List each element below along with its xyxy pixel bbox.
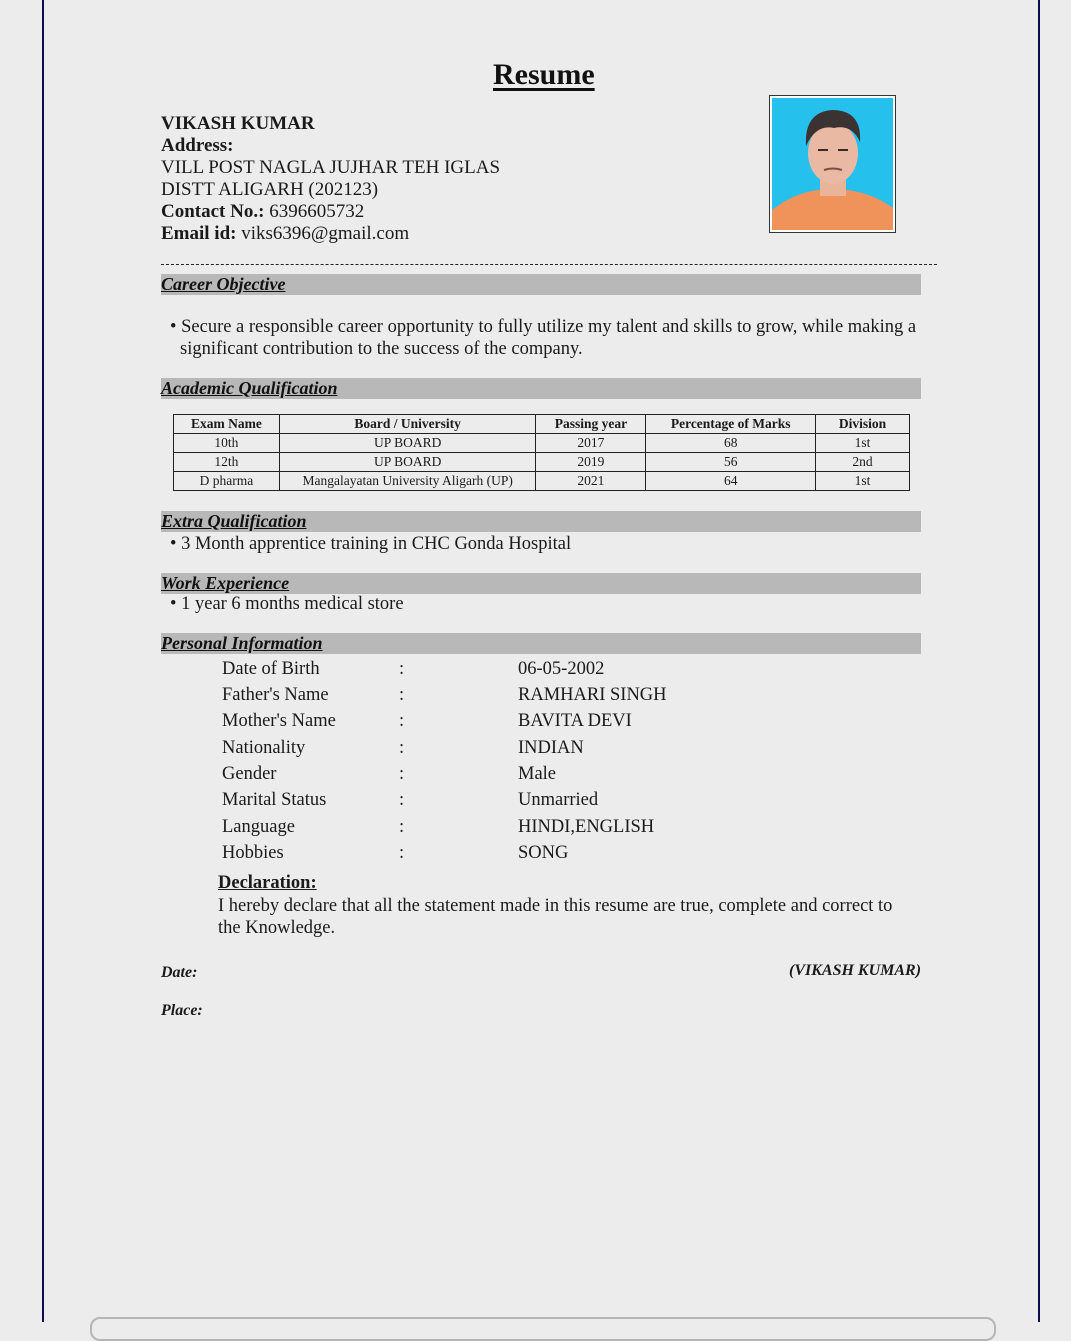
- address-line-1: VILL POST NAGLA JUJHAR TEH IGLAS: [161, 157, 501, 178]
- cell: D pharma: [174, 472, 280, 491]
- field-label: Father's Name: [222, 685, 329, 705]
- field-separator: :: [399, 685, 405, 705]
- field-separator: :: [399, 738, 405, 758]
- section-heading: Personal Information: [161, 633, 323, 653]
- field-value: Unmarried: [518, 790, 599, 810]
- field-separator: :: [399, 764, 405, 784]
- cell: 2017: [536, 434, 646, 453]
- signature-name: (VIKASH KUMAR): [789, 962, 922, 979]
- person-portrait-icon: [772, 98, 893, 230]
- cell: 2nd: [816, 453, 910, 472]
- field-separator: :: [399, 843, 405, 863]
- academic-table: [173, 414, 910, 491]
- field-value: INDIAN: [518, 738, 584, 758]
- field-label: Marital Status: [222, 790, 327, 810]
- email-label: Email id:: [161, 223, 237, 244]
- declaration-heading: Declaration:: [218, 873, 317, 893]
- table-header-row: [174, 415, 910, 434]
- profile-photo-image: [772, 98, 893, 230]
- field-value: HINDI,ENGLISH: [518, 817, 655, 837]
- col-board-university: Board / University: [279, 415, 536, 434]
- cell: UP BOARD: [279, 434, 536, 453]
- col-division: Division: [816, 415, 910, 434]
- field-label: Nationality: [222, 738, 306, 758]
- cell: 2021: [536, 472, 646, 491]
- section-heading: Academic Qualification: [161, 378, 338, 398]
- table-row: [174, 472, 910, 491]
- cell: 2019: [536, 453, 646, 472]
- resume-title: Resume: [493, 58, 595, 91]
- field-value: RAMHARI SINGH: [518, 685, 667, 705]
- section-heading: Work Experience: [161, 573, 290, 593]
- contact-value: 6396605732: [269, 201, 365, 222]
- declaration-line-1: I hereby declare that all the statement made in this resume are true, complete and correct to: [218, 896, 893, 916]
- profile-photo: [769, 95, 896, 233]
- field-value: SONG: [518, 843, 569, 863]
- page-border-right: [1038, 0, 1040, 1322]
- field-separator: :: [399, 711, 405, 731]
- field-label: Date of Birth: [222, 659, 320, 679]
- email-row: [161, 223, 500, 245]
- email-value: viks6396@gmail.com: [241, 223, 410, 244]
- contact-label: Contact No.:: [161, 201, 265, 222]
- section-academic-qualification: [161, 378, 921, 399]
- field-label: Gender: [222, 764, 277, 784]
- cell: 1st: [816, 472, 910, 491]
- extra-qualification-item: • 3 Month apprentice training in CHC Gonda Hospital: [170, 534, 572, 554]
- career-objective-line-2: significant contribution to the success of the company.: [180, 339, 583, 359]
- career-objective-line-1: • Secure a responsible career opportunity to fully utilize my talent and skills to grow, while making a: [170, 317, 917, 337]
- field-separator: :: [399, 790, 405, 810]
- page-border-left: [42, 0, 44, 1322]
- section-heading: Extra Qualification: [161, 511, 307, 531]
- col-exam-name: Exam Name: [174, 415, 280, 434]
- next-page-edge: [90, 1317, 996, 1341]
- contact-block: [161, 113, 500, 245]
- section-extra-qualification: [161, 511, 921, 532]
- table-row: [174, 434, 910, 453]
- address-label: Address:: [161, 135, 234, 156]
- date-label: Date:: [161, 964, 198, 981]
- contact-row: [161, 201, 500, 223]
- cell: UP BOARD: [279, 453, 536, 472]
- section-work-experience: [161, 573, 921, 594]
- field-separator: :: [399, 817, 405, 837]
- cell: 12th: [174, 453, 280, 472]
- header-divider: [161, 264, 937, 265]
- cell: 68: [646, 434, 816, 453]
- table-row: [174, 453, 910, 472]
- field-label: Mother's Name: [222, 711, 336, 731]
- field-label: Language: [222, 817, 295, 837]
- cell: Mangalayatan University Aligarh (UP): [279, 472, 536, 491]
- col-percentage: Percentage of Marks: [646, 415, 816, 434]
- declaration-line-2: the Knowledge.: [218, 918, 336, 938]
- col-passing-year: Passing year: [536, 415, 646, 434]
- cell: 10th: [174, 434, 280, 453]
- cell: 64: [646, 472, 816, 491]
- section-heading: Career Objective: [161, 274, 286, 294]
- field-label: Hobbies: [222, 843, 284, 863]
- field-separator: :: [399, 659, 405, 679]
- field-value: 06-05-2002: [518, 659, 605, 679]
- work-experience-item: • 1 year 6 months medical store: [170, 594, 404, 614]
- field-value: Male: [518, 764, 557, 784]
- candidate-name: VIKASH KUMAR: [161, 113, 315, 134]
- field-value: BAVITA DEVI: [518, 711, 632, 731]
- place-label: Place:: [161, 1002, 203, 1019]
- section-career-objective: [161, 274, 921, 295]
- cell: 1st: [816, 434, 910, 453]
- section-personal-information: [161, 633, 921, 654]
- address-line-2: DISTT ALIGARH (202123): [161, 179, 379, 200]
- cell: 56: [646, 453, 816, 472]
